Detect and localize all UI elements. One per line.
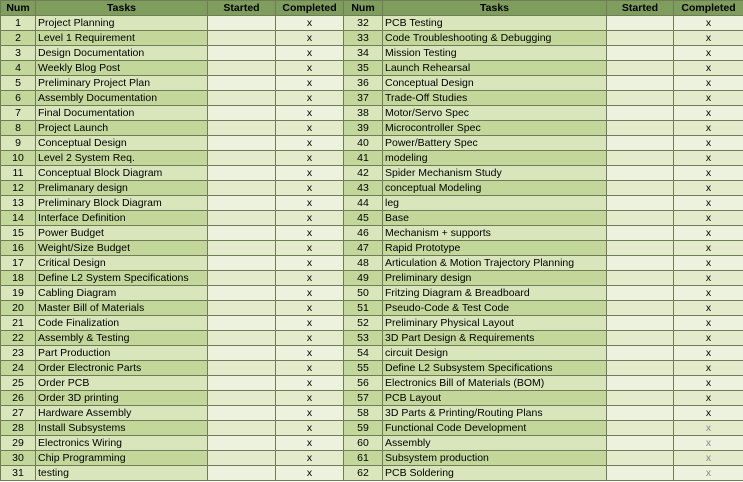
task-num-right: 40: [344, 136, 383, 151]
task-started-right: [607, 226, 674, 241]
task-name-left: Conceptual Design: [36, 136, 208, 151]
task-num-right: 43: [344, 181, 383, 196]
task-num-left: 16: [1, 241, 36, 256]
task-completed-right: x: [674, 106, 743, 121]
task-name-right: Conceptual Design: [383, 76, 607, 91]
task-started-right: [607, 61, 674, 76]
task-num-right: 62: [344, 466, 383, 481]
task-num-left: 21: [1, 316, 36, 331]
task-num-left: 2: [1, 31, 36, 46]
table-row: [1, 256, 743, 271]
task-started-right: [607, 16, 674, 31]
task-started-left: [208, 181, 276, 196]
task-started-right: [607, 286, 674, 301]
task-completed-left: x: [276, 301, 344, 316]
task-name-left: Final Documentation: [36, 106, 208, 121]
table-row: [1, 391, 743, 406]
task-num-right: 38: [344, 106, 383, 121]
task-started-left: [208, 406, 276, 421]
task-num-right: 54: [344, 346, 383, 361]
task-started-left: [208, 136, 276, 151]
task-num-right: 57: [344, 391, 383, 406]
task-table-body: [1, 16, 743, 481]
task-completed-left: x: [276, 181, 344, 196]
task-num-right: 56: [344, 376, 383, 391]
task-started-left: [208, 166, 276, 181]
task-name-right: Pseudo-Code & Test Code: [383, 301, 607, 316]
task-name-left: Preliminary Project Plan: [36, 76, 208, 91]
header-row: [1, 1, 743, 16]
task-num-left: 10: [1, 151, 36, 166]
task-num-left: 1: [1, 16, 36, 31]
table-row: [1, 436, 743, 451]
task-num-right: 35: [344, 61, 383, 76]
task-name-left: Hardware Assembly: [36, 406, 208, 421]
task-completed-left: x: [276, 136, 344, 151]
task-name-left: Order Electronic Parts: [36, 361, 208, 376]
task-num-left: 12: [1, 181, 36, 196]
task-name-right: Code Troubleshooting & Debugging: [383, 31, 607, 46]
table-row: [1, 91, 743, 106]
task-started-right: [607, 241, 674, 256]
task-completed-left: x: [276, 421, 344, 436]
task-started-left: [208, 286, 276, 301]
task-started-left: [208, 376, 276, 391]
task-completed-right: x: [674, 181, 743, 196]
task-completed-right: x: [674, 226, 743, 241]
task-name-right: 3D Parts & Printing/Routing Plans: [383, 406, 607, 421]
task-num-right: 39: [344, 121, 383, 136]
task-started-left: [208, 241, 276, 256]
task-started-right: [607, 361, 674, 376]
task-name-right: Power/Battery Spec: [383, 136, 607, 151]
task-completed-right: x: [674, 466, 743, 481]
task-completed-right: x: [674, 76, 743, 91]
header-num-right: Num: [344, 1, 383, 16]
task-name-right: Motor/Servo Spec: [383, 106, 607, 121]
task-name-right: Fritzing Diagram & Breadboard: [383, 286, 607, 301]
table-row: [1, 121, 743, 136]
task-num-right: 49: [344, 271, 383, 286]
task-num-right: 37: [344, 91, 383, 106]
task-started-right: [607, 421, 674, 436]
task-started-right: [607, 436, 674, 451]
table-row: [1, 226, 743, 241]
header-started-left: Started: [208, 1, 276, 16]
task-name-left: Chip Programming: [36, 451, 208, 466]
task-started-left: [208, 316, 276, 331]
task-completed-right: x: [674, 211, 743, 226]
table-row: [1, 136, 743, 151]
task-name-left: Cabling Diagram: [36, 286, 208, 301]
table-row: [1, 421, 743, 436]
task-completed-right: x: [674, 16, 743, 31]
task-completed-left: x: [276, 91, 344, 106]
task-name-right: Rapid Prototype: [383, 241, 607, 256]
task-name-left: Install Subsystems: [36, 421, 208, 436]
task-name-left: Order 3D printing: [36, 391, 208, 406]
task-num-left: 22: [1, 331, 36, 346]
task-completed-right: x: [674, 391, 743, 406]
task-num-left: 29: [1, 436, 36, 451]
task-name-left: Power Budget: [36, 226, 208, 241]
task-num-right: 53: [344, 331, 383, 346]
task-started-right: [607, 166, 674, 181]
task-completed-right: x: [674, 91, 743, 106]
task-started-left: [208, 91, 276, 106]
task-started-left: [208, 76, 276, 91]
table-row: [1, 151, 743, 166]
task-completed-right: x: [674, 451, 743, 466]
table-row: [1, 451, 743, 466]
task-num-left: 18: [1, 271, 36, 286]
table-row: [1, 361, 743, 376]
task-num-right: 47: [344, 241, 383, 256]
table-row: [1, 46, 743, 61]
task-started-right: [607, 256, 674, 271]
task-started-left: [208, 466, 276, 481]
task-name-right: PCB Soldering: [383, 466, 607, 481]
task-num-left: 5: [1, 76, 36, 91]
task-name-left: Assembly & Testing: [36, 331, 208, 346]
task-completed-right: x: [674, 331, 743, 346]
task-num-left: 30: [1, 451, 36, 466]
task-name-left: Master Bill of Materials: [36, 301, 208, 316]
task-started-left: [208, 106, 276, 121]
task-name-right: Launch Rehearsal: [383, 61, 607, 76]
task-num-left: 15: [1, 226, 36, 241]
task-num-left: 31: [1, 466, 36, 481]
table-row: [1, 211, 743, 226]
task-name-right: Functional Code Development: [383, 421, 607, 436]
header-num-left: Num: [1, 1, 36, 16]
task-name-right: Mission Testing: [383, 46, 607, 61]
task-num-right: 55: [344, 361, 383, 376]
task-name-right: circuit Design: [383, 346, 607, 361]
task-num-right: 33: [344, 31, 383, 46]
task-started-left: [208, 421, 276, 436]
task-num-left: 26: [1, 391, 36, 406]
task-name-left: testing: [36, 466, 208, 481]
task-started-right: [607, 91, 674, 106]
task-name-left: Conceptual Block Diagram: [36, 166, 208, 181]
table-row: [1, 31, 743, 46]
task-name-right: Spider Mechanism Study: [383, 166, 607, 181]
task-completed-left: x: [276, 466, 344, 481]
table-row: [1, 106, 743, 121]
task-num-right: 42: [344, 166, 383, 181]
task-completed-left: x: [276, 451, 344, 466]
task-started-left: [208, 391, 276, 406]
task-completed-left: x: [276, 121, 344, 136]
task-num-left: 8: [1, 121, 36, 136]
task-completed-left: x: [276, 31, 344, 46]
task-completed-left: x: [276, 346, 344, 361]
task-completed-left: x: [276, 61, 344, 76]
task-num-right: 61: [344, 451, 383, 466]
task-completed-left: x: [276, 211, 344, 226]
table-row: [1, 376, 743, 391]
task-name-right: leg: [383, 196, 607, 211]
header-started-right: Started: [607, 1, 674, 16]
task-started-left: [208, 436, 276, 451]
task-num-right: 45: [344, 211, 383, 226]
task-num-right: 52: [344, 316, 383, 331]
task-completed-right: x: [674, 346, 743, 361]
task-completed-right: x: [674, 361, 743, 376]
task-num-left: 3: [1, 46, 36, 61]
task-completed-right: x: [674, 421, 743, 436]
task-completed-right: x: [674, 166, 743, 181]
task-name-left: Preliminary Block Diagram: [36, 196, 208, 211]
task-name-left: Level 2 System Req.: [36, 151, 208, 166]
task-started-left: [208, 46, 276, 61]
task-name-left: Code Finalization: [36, 316, 208, 331]
task-completed-left: x: [276, 241, 344, 256]
table-row: [1, 286, 743, 301]
task-name-right: Subsystem production: [383, 451, 607, 466]
task-name-right: 3D Part Design & Requirements: [383, 331, 607, 346]
task-name-left: Design Documentation: [36, 46, 208, 61]
task-num-left: 24: [1, 361, 36, 376]
task-completed-right: x: [674, 256, 743, 271]
task-name-left: Project Launch: [36, 121, 208, 136]
task-name-left: Critical Design: [36, 256, 208, 271]
table-row: [1, 76, 743, 91]
task-started-left: [208, 31, 276, 46]
task-num-left: 6: [1, 91, 36, 106]
task-completed-left: x: [276, 271, 344, 286]
task-completed-right: x: [674, 406, 743, 421]
task-num-left: 19: [1, 286, 36, 301]
task-num-right: 51: [344, 301, 383, 316]
task-completed-right: x: [674, 151, 743, 166]
task-completed-left: x: [276, 196, 344, 211]
task-num-right: 34: [344, 46, 383, 61]
task-num-right: 32: [344, 16, 383, 31]
task-completed-right: x: [674, 271, 743, 286]
task-name-right: PCB Testing: [383, 16, 607, 31]
task-completed-right: x: [674, 301, 743, 316]
task-completed-left: x: [276, 46, 344, 61]
task-started-right: [607, 406, 674, 421]
task-started-left: [208, 226, 276, 241]
table-row: [1, 241, 743, 256]
task-num-right: 50: [344, 286, 383, 301]
task-completed-right: x: [674, 436, 743, 451]
task-name-left: Order PCB: [36, 376, 208, 391]
task-name-left: Weight/Size Budget: [36, 241, 208, 256]
task-num-left: 13: [1, 196, 36, 211]
task-started-left: [208, 301, 276, 316]
task-completed-left: x: [276, 331, 344, 346]
task-started-left: [208, 256, 276, 271]
task-num-right: 36: [344, 76, 383, 91]
task-started-right: [607, 376, 674, 391]
task-started-left: [208, 271, 276, 286]
task-name-right: Mechanism + supports: [383, 226, 607, 241]
task-started-right: [607, 271, 674, 286]
task-name-right: Trade-Off Studies: [383, 91, 607, 106]
task-completed-left: x: [276, 16, 344, 31]
task-num-left: 28: [1, 421, 36, 436]
task-started-right: [607, 466, 674, 481]
header-completed-right: Completed: [674, 1, 743, 16]
task-name-left: Interface Definition: [36, 211, 208, 226]
task-name-left: Assembly Documentation: [36, 91, 208, 106]
task-started-right: [607, 31, 674, 46]
task-started-left: [208, 121, 276, 136]
table-row: [1, 166, 743, 181]
task-started-left: [208, 196, 276, 211]
task-num-right: 60: [344, 436, 383, 451]
task-started-left: [208, 451, 276, 466]
table-row: [1, 271, 743, 286]
task-num-right: 41: [344, 151, 383, 166]
task-completed-left: x: [276, 166, 344, 181]
task-completed-left: x: [276, 226, 344, 241]
task-name-left: Level 1 Requirement: [36, 31, 208, 46]
task-name-left: Weekly Blog Post: [36, 61, 208, 76]
task-num-right: 58: [344, 406, 383, 421]
table-row: [1, 406, 743, 421]
task-started-right: [607, 211, 674, 226]
task-name-left: Define L2 System Specifications: [36, 271, 208, 286]
task-num-left: 7: [1, 106, 36, 121]
task-completed-right: x: [674, 196, 743, 211]
task-num-left: 23: [1, 346, 36, 361]
task-started-left: [208, 61, 276, 76]
task-completed-left: x: [276, 376, 344, 391]
task-num-right: 48: [344, 256, 383, 271]
table-row: [1, 301, 743, 316]
task-started-right: [607, 121, 674, 136]
table-row: [1, 181, 743, 196]
task-num-right: 59: [344, 421, 383, 436]
task-started-right: [607, 196, 674, 211]
task-name-right: Articulation & Motion Trajectory Planning: [383, 256, 607, 271]
task-started-right: [607, 136, 674, 151]
task-started-left: [208, 151, 276, 166]
table-row: [1, 466, 743, 481]
header-completed-left: Completed: [276, 1, 344, 16]
task-name-right: Define L2 Subsystem Specifications: [383, 361, 607, 376]
table-row: [1, 16, 743, 31]
task-started-right: [607, 451, 674, 466]
task-name-right: PCB Layout: [383, 391, 607, 406]
table-row: [1, 331, 743, 346]
task-completed-right: x: [674, 316, 743, 331]
task-completed-left: x: [276, 436, 344, 451]
task-num-left: 4: [1, 61, 36, 76]
task-started-left: [208, 211, 276, 226]
task-num-left: 9: [1, 136, 36, 151]
task-started-right: [607, 316, 674, 331]
task-num-right: 46: [344, 226, 383, 241]
task-name-right: Electronics Bill of Materials (BOM): [383, 376, 607, 391]
task-completed-right: x: [674, 31, 743, 46]
task-name-right: Microcontroller Spec: [383, 121, 607, 136]
task-name-right: conceptual Modeling: [383, 181, 607, 196]
task-name-right: Assembly: [383, 436, 607, 451]
task-completed-right: x: [674, 286, 743, 301]
task-num-left: 14: [1, 211, 36, 226]
task-completed-left: x: [276, 406, 344, 421]
task-completed-left: x: [276, 316, 344, 331]
task-name-right: Base: [383, 211, 607, 226]
task-completed-right: x: [674, 376, 743, 391]
task-num-right: 44: [344, 196, 383, 211]
task-completed-left: x: [276, 106, 344, 121]
task-name-left: Electronics Wiring: [36, 436, 208, 451]
table-row: [1, 346, 743, 361]
task-num-left: 20: [1, 301, 36, 316]
task-started-left: [208, 331, 276, 346]
task-started-right: [607, 301, 674, 316]
task-num-left: 11: [1, 166, 36, 181]
task-completed-right: x: [674, 121, 743, 136]
task-completed-left: x: [276, 361, 344, 376]
task-completed-left: x: [276, 256, 344, 271]
table-row: [1, 61, 743, 76]
task-started-right: [607, 346, 674, 361]
table-row: [1, 316, 743, 331]
task-num-left: 25: [1, 376, 36, 391]
task-started-left: [208, 346, 276, 361]
task-completed-right: x: [674, 46, 743, 61]
task-completed-right: x: [674, 136, 743, 151]
header-tasks-left: Tasks: [36, 1, 208, 16]
task-completed-right: x: [674, 61, 743, 76]
task-name-left: Project Planning: [36, 16, 208, 31]
task-name-left: Part Production: [36, 346, 208, 361]
task-num-left: 17: [1, 256, 36, 271]
task-name-left: Prelimanary design: [36, 181, 208, 196]
task-num-left: 27: [1, 406, 36, 421]
task-completed-left: x: [276, 286, 344, 301]
task-name-right: modeling: [383, 151, 607, 166]
header-tasks-right: Tasks: [383, 1, 607, 16]
task-started-right: [607, 106, 674, 121]
task-completed-left: x: [276, 151, 344, 166]
task-completed-left: x: [276, 76, 344, 91]
task-completed-left: x: [276, 391, 344, 406]
task-started-left: [208, 361, 276, 376]
task-name-right: Preliminary design: [383, 271, 607, 286]
task-started-right: [607, 151, 674, 166]
task-started-right: [607, 46, 674, 61]
task-started-right: [607, 76, 674, 91]
task-name-right: Preliminary Physical Layout: [383, 316, 607, 331]
table-row: [1, 196, 743, 211]
task-started-right: [607, 331, 674, 346]
task-started-right: [607, 391, 674, 406]
task-started-right: [607, 181, 674, 196]
task-completed-right: x: [674, 241, 743, 256]
task-started-left: [208, 16, 276, 31]
